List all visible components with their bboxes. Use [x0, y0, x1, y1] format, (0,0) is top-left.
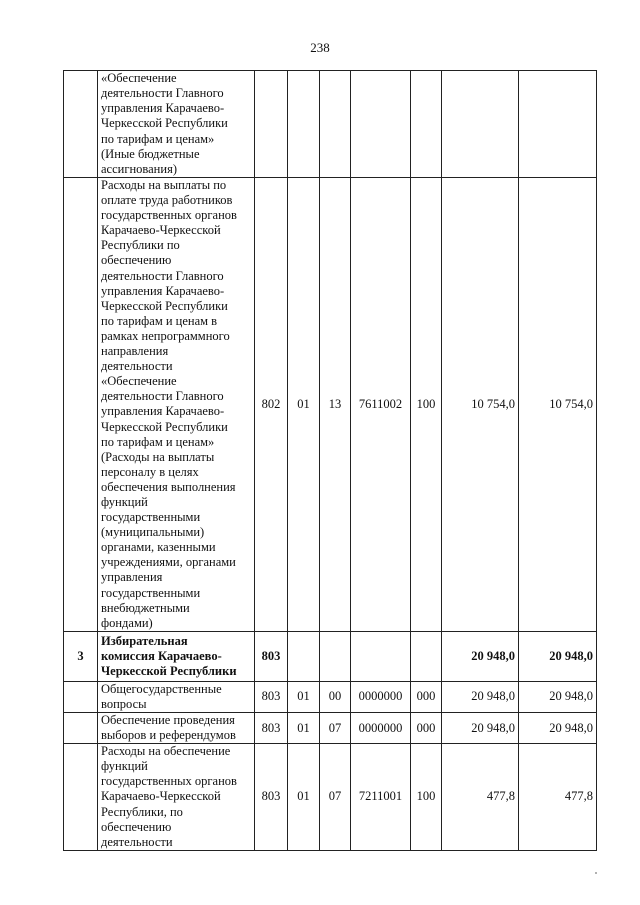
name-cell: «Обеспечение деятельности Главного управления Карачаево- Черкесской Республики по тарифам и ценам» (Иные бюджетные ассигнования) [98, 71, 255, 178]
name-cell: Расходы на выплаты по оплате труда работников государственных органов Карачаево-Черкесской Республики по обеспечению деятельности Главного управления Карачаево- Черкесской Республики по тарифам и ценам в рамках непрограммного направления деятельности «Обеспечение деятельности Главного управления Карачаево- Черкесской Республики по тарифам и ценам» (Расходы на выплаты персоналу в целях обеспечения выполнения функций государственными (муниципальными) органами, казенными учреждениями, органами управления государственными внебюджетными фондами) [98, 178, 255, 632]
row-number-cell: 3 [64, 631, 98, 681]
row-number-cell [64, 681, 98, 712]
rz-cell: 01 [288, 681, 320, 712]
amount-1-cell: 20 948,0 [442, 681, 519, 712]
row-number-cell [64, 178, 98, 632]
csr-cell: 7611002 [351, 178, 411, 632]
csr-cell: 0000000 [351, 713, 411, 744]
page-number: 238 [310, 40, 330, 55]
name-cell: Избирательная комиссия Карачаево- Черкесской Республики [98, 631, 255, 681]
ved-cell: 803 [255, 631, 288, 681]
pr-cell: 00 [320, 681, 351, 712]
rz-cell [288, 631, 320, 681]
name-cell: Общегосударственные вопросы [98, 681, 255, 712]
pr-cell [320, 631, 351, 681]
table-row [64, 713, 597, 744]
scan-speck [595, 872, 597, 874]
table-row [64, 178, 597, 632]
vr-cell: 100 [411, 178, 442, 632]
pr-cell: 07 [320, 713, 351, 744]
pr-cell [320, 71, 351, 178]
amount-1-cell: 477,8 [442, 744, 519, 851]
pr-cell: 07 [320, 744, 351, 851]
amount-1-cell [442, 71, 519, 178]
amount-1-cell: 20 948,0 [442, 713, 519, 744]
amount-1-cell: 20 948,0 [442, 631, 519, 681]
table-row [64, 744, 597, 851]
vr-cell: 100 [411, 744, 442, 851]
row-number-cell [64, 713, 98, 744]
csr-cell [351, 71, 411, 178]
budget-table [63, 70, 597, 851]
ved-cell [255, 71, 288, 178]
table-row [64, 71, 597, 178]
row-number-cell [64, 744, 98, 851]
ved-cell: 803 [255, 744, 288, 851]
amount-2-cell: 10 754,0 [519, 178, 597, 632]
csr-cell [351, 631, 411, 681]
rz-cell [288, 71, 320, 178]
name-cell: Обеспечение проведения выборов и референдумов [98, 713, 255, 744]
vr-cell [411, 71, 442, 178]
vr-cell: 000 [411, 681, 442, 712]
ved-cell: 802 [255, 178, 288, 632]
rz-cell: 01 [288, 178, 320, 632]
vr-cell: 000 [411, 713, 442, 744]
ved-cell: 803 [255, 713, 288, 744]
amount-2-cell: 20 948,0 [519, 631, 597, 681]
amount-1-cell: 10 754,0 [442, 178, 519, 632]
table-row [64, 631, 597, 681]
amount-2-cell: 20 948,0 [519, 681, 597, 712]
row-number-cell [64, 71, 98, 178]
rz-cell: 01 [288, 713, 320, 744]
pr-cell: 13 [320, 178, 351, 632]
csr-cell: 7211001 [351, 744, 411, 851]
table-row [64, 681, 597, 712]
ved-cell: 803 [255, 681, 288, 712]
amount-2-cell [519, 71, 597, 178]
name-cell: Расходы на обеспечение функций государственных органов Карачаево-Черкесской Республики, по обеспечению деятельности [98, 744, 255, 851]
vr-cell [411, 631, 442, 681]
amount-2-cell: 477,8 [519, 744, 597, 851]
csr-cell: 0000000 [351, 681, 411, 712]
rz-cell: 01 [288, 744, 320, 851]
amount-2-cell: 20 948,0 [519, 713, 597, 744]
